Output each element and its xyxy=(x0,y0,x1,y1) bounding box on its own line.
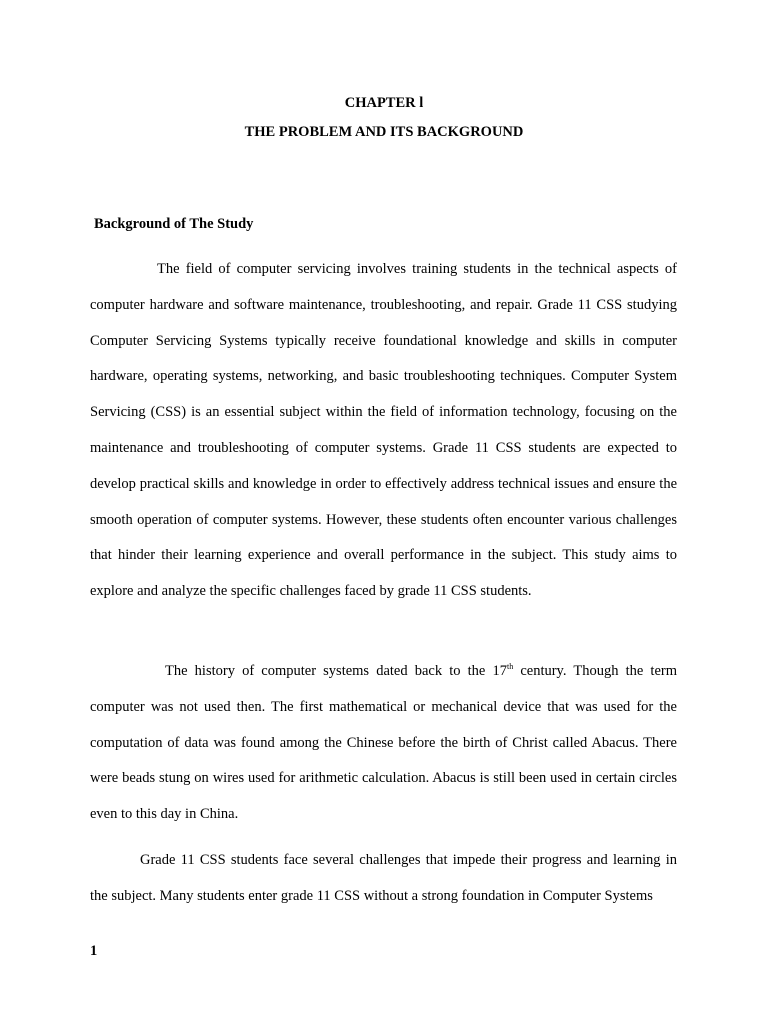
chapter-label: CHAPTER l xyxy=(344,95,424,111)
chapter-title: THE PROBLEM AND ITS BACKGROUND xyxy=(244,124,524,140)
page-number: 1 xyxy=(90,943,98,959)
body-paragraph-2 xyxy=(90,654,677,833)
body-paragraph-1: The field of computer servicing involves training students in the technical aspects of computer hardware and software maintenance, troubleshooting, and repair. Grade 11 CSS studying Computer Servicing Systems typically receive foundational knowledge and skills in computer hardware, operating systems, networking, and basic troubleshooting techniques. Computer System Servicing (CSS) is an essential subject within the field of information technology, focusing on the maintenance and troubleshooting of computer systems. Grade 11 CSS students are expected to develop practical skills and knowledge in order to effectively address technical issues and ensure the smooth operation of computer systems. However, these students often encounter various challenges that hinder their learning experience and overall performance in the subject. This study aims to explore and analyze the specific challenges faced by grade 11 CSS students. xyxy=(90,261,677,600)
ordinal-superscript: th xyxy=(506,662,514,672)
section-heading: Background of The Study xyxy=(94,216,254,232)
body-paragraph-3: Grade 11 CSS students face several challenges that impede their progress and learning in the subject. Many students enter grade 11 CSS without a strong foundation in Computer Systems xyxy=(90,852,677,904)
paragraph-2-text-start: The history of computer systems dated back to the 17 xyxy=(165,663,507,679)
paragraph-2-text-end: century. Though the term computer was not used then. The first mathematical or mechanical device that was used for the computation of data was found among the Chinese before the birth of Christ called Abacus. There were beads stung on wires used for arithmetic calculation. Abacus is still been used in certain circles even to this day in China. xyxy=(90,663,677,823)
